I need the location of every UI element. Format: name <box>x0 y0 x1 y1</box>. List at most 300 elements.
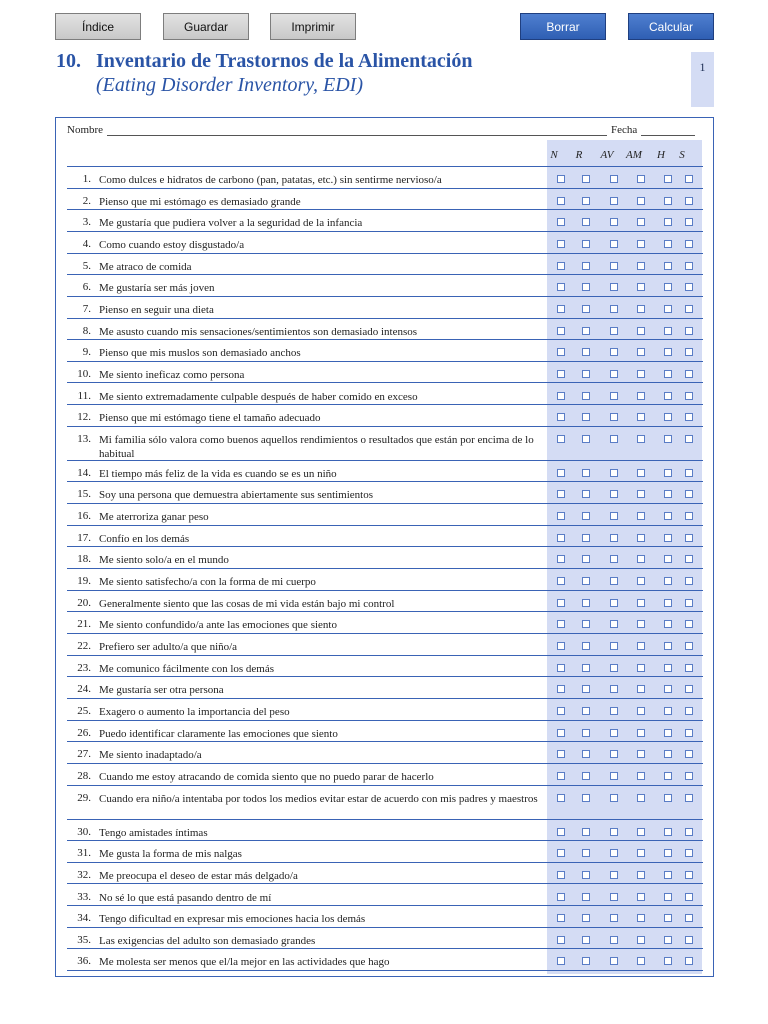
answer-checkbox[interactable] <box>557 218 565 226</box>
answer-checkbox[interactable] <box>637 262 645 270</box>
answer-checkbox[interactable] <box>557 469 565 477</box>
answer-checkbox[interactable] <box>582 469 590 477</box>
answer-checkbox[interactable] <box>582 262 590 270</box>
question-number: 26. <box>77 726 91 739</box>
answer-checkbox[interactable] <box>637 555 645 563</box>
answer-checkbox[interactable] <box>637 175 645 183</box>
section-number: 10. <box>56 50 81 72</box>
answer-checkbox[interactable] <box>557 828 565 836</box>
answer-checkbox[interactable] <box>685 577 693 585</box>
answer-checkbox[interactable] <box>685 707 693 715</box>
answer-checkbox[interactable] <box>637 469 645 477</box>
answer-checkbox[interactable] <box>664 828 672 836</box>
answer-checkbox[interactable] <box>582 512 590 520</box>
answer-checkbox[interactable] <box>664 555 672 563</box>
answer-checkbox[interactable] <box>685 893 693 901</box>
answer-checkbox[interactable] <box>637 348 645 356</box>
answer-checkbox[interactable] <box>610 240 618 248</box>
borrar-button[interactable]: Borrar <box>520 13 606 40</box>
answer-checkbox[interactable] <box>610 577 618 585</box>
question-number: 17. <box>77 531 91 544</box>
answer-checkbox[interactable] <box>610 435 618 443</box>
question-row <box>67 254 703 276</box>
answer-checkbox[interactable] <box>557 664 565 672</box>
answer-checkbox[interactable] <box>637 685 645 693</box>
answer-checkbox[interactable] <box>582 283 590 291</box>
answer-checkbox[interactable] <box>582 893 590 901</box>
answer-checkbox[interactable] <box>685 413 693 421</box>
question-number: 5. <box>82 259 91 272</box>
answer-checkbox[interactable] <box>637 599 645 607</box>
question-text: Soy una persona que demuestra abiertamente sus sentimientos <box>99 489 374 502</box>
question-row <box>67 405 703 427</box>
answer-checkbox[interactable] <box>637 435 645 443</box>
answer-checkbox[interactable] <box>664 512 672 520</box>
answer-checkbox[interactable] <box>685 936 693 944</box>
answer-checkbox[interactable] <box>637 707 645 715</box>
answer-checkbox[interactable] <box>685 828 693 836</box>
question-row <box>67 569 703 591</box>
answer-checkbox[interactable] <box>637 370 645 378</box>
answer-checkbox[interactable] <box>637 729 645 737</box>
answer-checkbox[interactable] <box>685 262 693 270</box>
answer-checkbox[interactable] <box>610 871 618 879</box>
answer-checkbox[interactable] <box>557 871 565 879</box>
answer-checkbox[interactable] <box>685 348 693 356</box>
answer-checkbox[interactable] <box>685 642 693 650</box>
answer-checkbox[interactable] <box>685 435 693 443</box>
question-text: Me siento ineficaz como persona <box>99 368 245 381</box>
question-row <box>67 885 703 907</box>
answer-checkbox[interactable] <box>664 871 672 879</box>
question-text: Me atraco de comida <box>99 260 192 273</box>
answer-checkbox[interactable] <box>582 620 590 628</box>
answer-checkbox[interactable] <box>637 871 645 879</box>
answer-checkbox[interactable] <box>610 534 618 542</box>
answer-checkbox[interactable] <box>664 794 672 802</box>
question-row <box>67 362 703 384</box>
question-text: Me gusta la forma de mis nalgas <box>99 848 242 861</box>
question-text: No sé lo que está pasando dentro de mí <box>99 891 272 904</box>
answer-checkbox[interactable] <box>664 283 672 291</box>
question-text: Pienso que mi estómago tiene el tamaño adecuado <box>99 412 321 425</box>
answer-checkbox[interactable] <box>557 240 565 248</box>
column-header: AM <box>626 149 642 161</box>
answer-checkbox[interactable] <box>610 936 618 944</box>
answer-checkbox[interactable] <box>557 197 565 205</box>
answer-checkbox[interactable] <box>582 849 590 857</box>
question-row <box>67 591 703 613</box>
page-number: 1 <box>691 52 714 107</box>
answer-checkbox[interactable] <box>685 849 693 857</box>
answer-checkbox[interactable] <box>685 555 693 563</box>
question-number: 1. <box>82 173 91 185</box>
question-number: 11. <box>77 389 91 402</box>
question-row <box>67 275 703 297</box>
answer-checkbox[interactable] <box>610 197 618 205</box>
answer-checkbox[interactable] <box>557 413 565 421</box>
answer-checkbox[interactable] <box>582 555 590 563</box>
answer-checkbox[interactable] <box>664 240 672 248</box>
guardar-button[interactable]: Guardar <box>163 13 249 40</box>
answer-checkbox[interactable] <box>685 512 693 520</box>
answer-checkbox[interactable] <box>582 370 590 378</box>
answer-checkbox[interactable] <box>664 893 672 901</box>
answer-checkbox[interactable] <box>610 642 618 650</box>
answer-checkbox[interactable] <box>610 849 618 857</box>
question-text: Como dulces e hidratos de carbono (pan, patatas, etc.) sin sentirme nervioso/a <box>99 174 442 186</box>
answer-checkbox[interactable] <box>582 197 590 205</box>
question-number: 30. <box>77 825 91 838</box>
calcular-button[interactable]: Calcular <box>628 13 714 40</box>
answer-checkbox[interactable] <box>664 370 672 378</box>
answer-checkbox[interactable] <box>610 555 618 563</box>
question-text: Me siento extremadamente culpable después de haber comido en exceso <box>99 390 418 403</box>
answer-checkbox[interactable] <box>637 750 645 758</box>
answer-checkbox[interactable] <box>557 750 565 758</box>
answer-checkbox[interactable] <box>664 642 672 650</box>
answer-checkbox[interactable] <box>557 849 565 857</box>
answer-checkbox[interactable] <box>557 599 565 607</box>
answer-checkbox[interactable] <box>610 469 618 477</box>
answer-checkbox[interactable] <box>582 664 590 672</box>
answer-checkbox[interactable] <box>610 729 618 737</box>
answer-checkbox[interactable] <box>582 794 590 802</box>
question-text: Mi familia sólo valora como buenos aquellos rendimientos o resultados que están por encima de lo habitual <box>99 433 534 460</box>
answer-checkbox[interactable] <box>664 327 672 335</box>
answer-checkbox[interactable] <box>557 555 565 563</box>
answer-checkbox[interactable] <box>610 599 618 607</box>
answer-checkbox[interactable] <box>557 772 565 780</box>
answer-checkbox[interactable] <box>610 327 618 335</box>
answer-checkbox[interactable] <box>610 283 618 291</box>
answer-checkbox[interactable] <box>557 348 565 356</box>
answer-checkbox[interactable] <box>557 435 565 443</box>
question-text: Puedo identificar claramente las emociones que siento <box>99 727 338 740</box>
question-text: Me comunico fácilmente con los demás <box>99 662 275 675</box>
answer-checkbox[interactable] <box>664 392 672 400</box>
answer-checkbox[interactable] <box>610 413 618 421</box>
answer-checkbox[interactable] <box>685 305 693 313</box>
answer-checkbox[interactable] <box>637 490 645 498</box>
answer-checkbox[interactable] <box>664 262 672 270</box>
answer-checkbox[interactable] <box>685 794 693 802</box>
question-row <box>67 786 703 820</box>
answer-checkbox[interactable] <box>664 490 672 498</box>
answer-checkbox[interactable] <box>610 914 618 922</box>
answer-checkbox[interactable] <box>557 620 565 628</box>
answer-checkbox[interactable] <box>557 490 565 498</box>
answer-checkbox[interactable] <box>582 599 590 607</box>
answer-checkbox[interactable] <box>610 512 618 520</box>
question-row <box>67 340 703 362</box>
answer-checkbox[interactable] <box>664 772 672 780</box>
answer-checkbox[interactable] <box>610 772 618 780</box>
answer-checkbox[interactable] <box>685 283 693 291</box>
answer-checkbox[interactable] <box>685 490 693 498</box>
answer-checkbox[interactable] <box>582 490 590 498</box>
answer-checkbox[interactable] <box>610 664 618 672</box>
question-row <box>67 189 703 211</box>
question-number: 22. <box>77 640 91 652</box>
answer-checkbox[interactable] <box>557 175 565 183</box>
answer-checkbox[interactable] <box>582 642 590 650</box>
answer-checkbox[interactable] <box>610 262 618 270</box>
question-text: Cuando me estoy atracando de comida siento que no puedo parar de hacerlo <box>99 770 434 783</box>
answer-checkbox[interactable] <box>582 936 590 944</box>
answer-checkbox[interactable] <box>610 370 618 378</box>
page-title: Inventario de Trastornos de la Alimentación <box>96 50 473 72</box>
answer-checkbox[interactable] <box>582 685 590 693</box>
question-row <box>67 232 703 254</box>
answer-checkbox[interactable] <box>637 936 645 944</box>
answer-checkbox[interactable] <box>557 642 565 650</box>
answer-checkbox[interactable] <box>664 707 672 715</box>
answer-checkbox[interactable] <box>557 794 565 802</box>
question-row <box>67 612 703 634</box>
question-text: Me preocupa el deseo de estar más delgado/a <box>99 869 298 882</box>
answer-checkbox[interactable] <box>685 534 693 542</box>
answer-checkbox[interactable] <box>582 218 590 226</box>
question-number: 33. <box>77 890 91 903</box>
answer-checkbox[interactable] <box>685 175 693 183</box>
answer-checkbox[interactable] <box>582 240 590 248</box>
answer-checkbox[interactable] <box>557 262 565 270</box>
question-row <box>67 949 703 971</box>
question-number: 9. <box>82 346 91 359</box>
answer-checkbox[interactable] <box>582 305 590 313</box>
answer-checkbox[interactable] <box>610 707 618 715</box>
answer-checkbox[interactable] <box>582 957 590 965</box>
answer-checkbox[interactable] <box>557 305 565 313</box>
question-row <box>67 526 703 548</box>
answer-checkbox[interactable] <box>664 620 672 628</box>
question-number: 25. <box>77 704 91 717</box>
answer-checkbox[interactable] <box>664 599 672 607</box>
question-number: 20. <box>77 596 91 609</box>
answer-checkbox[interactable] <box>557 534 565 542</box>
question-number: 36. <box>77 955 91 968</box>
answer-checkbox[interactable] <box>610 348 618 356</box>
question-text: Me asusto cuando mis sensaciones/sentimientos son demasiado intensos <box>99 325 418 338</box>
answer-checkbox[interactable] <box>664 750 672 758</box>
answer-checkbox[interactable] <box>664 305 672 313</box>
answer-checkbox[interactable] <box>685 664 693 672</box>
answer-checkbox[interactable] <box>685 370 693 378</box>
answer-checkbox[interactable] <box>637 197 645 205</box>
answer-checkbox[interactable] <box>637 240 645 248</box>
answer-checkbox[interactable] <box>582 435 590 443</box>
question-number: 3. <box>82 216 91 229</box>
answer-checkbox[interactable] <box>610 957 618 965</box>
question-number: 12. <box>77 411 91 424</box>
answer-checkbox[interactable] <box>557 893 565 901</box>
question-text: Generalmente siento que las cosas de mi vida están bajo mi control <box>99 597 395 610</box>
answer-checkbox[interactable] <box>610 685 618 693</box>
answer-checkbox[interactable] <box>685 772 693 780</box>
answer-checkbox[interactable] <box>582 750 590 758</box>
question-row <box>67 820 703 842</box>
answer-checkbox[interactable] <box>637 914 645 922</box>
answer-checkbox[interactable] <box>685 957 693 965</box>
answer-checkbox[interactable] <box>664 197 672 205</box>
answer-checkbox[interactable] <box>557 707 565 715</box>
question-number: 13. <box>77 432 91 445</box>
answer-checkbox[interactable] <box>637 642 645 650</box>
answer-checkbox[interactable] <box>685 620 693 628</box>
question-row <box>67 863 703 885</box>
answer-checkbox[interactable] <box>557 512 565 520</box>
answer-checkbox[interactable] <box>610 794 618 802</box>
answer-checkbox[interactable] <box>637 849 645 857</box>
question-row <box>67 210 703 232</box>
question-row <box>67 461 703 483</box>
question-number: 21. <box>77 618 91 631</box>
answer-checkbox[interactable] <box>582 534 590 542</box>
answer-checkbox[interactable] <box>582 772 590 780</box>
answer-checkbox[interactable] <box>610 893 618 901</box>
answer-checkbox[interactable] <box>582 577 590 585</box>
answer-checkbox[interactable] <box>664 957 672 965</box>
name-label: Nombre <box>67 124 104 136</box>
answer-checkbox[interactable] <box>664 218 672 226</box>
answer-checkbox[interactable] <box>557 957 565 965</box>
answer-checkbox[interactable] <box>664 348 672 356</box>
page-subtitle: (Eating Disorder Inventory, EDI) <box>96 74 363 96</box>
answer-checkbox[interactable] <box>582 348 590 356</box>
answer-checkbox[interactable] <box>664 685 672 693</box>
answer-checkbox[interactable] <box>637 664 645 672</box>
question-number: 4. <box>82 237 91 250</box>
imprimir-button[interactable]: Imprimir <box>270 13 356 40</box>
answer-checkbox[interactable] <box>637 772 645 780</box>
answer-checkbox[interactable] <box>685 750 693 758</box>
answer-checkbox[interactable] <box>685 469 693 477</box>
answer-checkbox[interactable] <box>557 370 565 378</box>
answer-checkbox[interactable] <box>685 599 693 607</box>
question-text: Exagero o aumento la importancia del peso <box>99 705 290 718</box>
answer-checkbox[interactable] <box>582 729 590 737</box>
answer-checkbox[interactable] <box>685 914 693 922</box>
question-text: Las exigencias del adulto son demasiado grandes <box>99 934 316 947</box>
question-text: Cuando era niño/a intentaba por todos los medios evitar estar de acuerdo con mis padres y maestros <box>99 792 538 805</box>
answer-checkbox[interactable] <box>582 175 590 183</box>
question-text: Me gustaría ser más joven <box>99 282 215 295</box>
answer-checkbox[interactable] <box>637 893 645 901</box>
answer-checkbox[interactable] <box>610 490 618 498</box>
answer-checkbox[interactable] <box>557 914 565 922</box>
answer-checkbox[interactable] <box>685 729 693 737</box>
question-number: 6. <box>82 281 91 294</box>
answer-checkbox[interactable] <box>557 577 565 585</box>
answer-checkbox[interactable] <box>637 392 645 400</box>
question-number: 29. <box>77 791 91 804</box>
answer-checkbox[interactable] <box>610 392 618 400</box>
answer-checkbox[interactable] <box>664 435 672 443</box>
answer-checkbox[interactable] <box>610 218 618 226</box>
answer-checkbox[interactable] <box>582 871 590 879</box>
answer-checkbox[interactable] <box>557 327 565 335</box>
answer-checkbox[interactable] <box>664 664 672 672</box>
answer-checkbox[interactable] <box>557 392 565 400</box>
answer-checkbox[interactable] <box>637 794 645 802</box>
question-text: Me siento solo/a en el mundo <box>99 554 229 567</box>
answer-checkbox[interactable] <box>557 283 565 291</box>
answer-checkbox[interactable] <box>582 914 590 922</box>
answer-checkbox[interactable] <box>685 197 693 205</box>
answer-checkbox[interactable] <box>664 175 672 183</box>
answer-checkbox[interactable] <box>685 871 693 879</box>
answer-checkbox[interactable] <box>637 534 645 542</box>
answer-checkbox[interactable] <box>637 305 645 313</box>
answer-checkbox[interactable] <box>637 413 645 421</box>
question-text: Pienso en seguir una dieta <box>99 303 214 316</box>
answer-checkbox[interactable] <box>685 240 693 248</box>
answer-checkbox[interactable] <box>664 936 672 944</box>
answer-checkbox[interactable] <box>637 512 645 520</box>
answer-checkbox[interactable] <box>610 305 618 313</box>
question-text: Me siento inadaptado/a <box>99 749 202 762</box>
question-number: 31. <box>77 847 91 860</box>
answer-checkbox[interactable] <box>610 175 618 183</box>
answer-checkbox[interactable] <box>664 534 672 542</box>
answer-checkbox[interactable] <box>664 577 672 585</box>
answer-checkbox[interactable] <box>637 828 645 836</box>
answer-checkbox[interactable] <box>664 914 672 922</box>
question-number: 24. <box>77 683 91 696</box>
answer-checkbox[interactable] <box>637 327 645 335</box>
column-header: H <box>657 149 665 161</box>
answer-checkbox[interactable] <box>557 936 565 944</box>
question-row <box>67 742 703 764</box>
question-row <box>67 699 703 721</box>
indice-button[interactable]: Índice <box>55 13 141 40</box>
answer-checkbox[interactable] <box>637 218 645 226</box>
answer-checkbox[interactable] <box>610 750 618 758</box>
answer-checkbox[interactable] <box>664 469 672 477</box>
answer-checkbox[interactable] <box>664 849 672 857</box>
answer-checkbox[interactable] <box>582 392 590 400</box>
question-number: 27. <box>77 748 91 761</box>
question-row <box>67 721 703 743</box>
answer-checkbox[interactable] <box>685 392 693 400</box>
answer-checkbox[interactable] <box>637 957 645 965</box>
answer-checkbox[interactable] <box>685 327 693 335</box>
answer-checkbox[interactable] <box>637 283 645 291</box>
question-row <box>67 384 703 406</box>
answer-checkbox[interactable] <box>582 828 590 836</box>
answer-checkbox[interactable] <box>664 729 672 737</box>
answer-checkbox[interactable] <box>637 620 645 628</box>
answer-checkbox[interactable] <box>610 828 618 836</box>
name-field[interactable] <box>107 125 607 136</box>
question-number: 35. <box>77 933 91 946</box>
question-row <box>67 656 703 678</box>
answer-checkbox[interactable] <box>557 729 565 737</box>
date-field[interactable] <box>641 125 695 136</box>
answer-checkbox[interactable] <box>685 218 693 226</box>
answer-checkbox[interactable] <box>582 327 590 335</box>
question-row <box>67 319 703 341</box>
answer-checkbox[interactable] <box>610 620 618 628</box>
answer-checkbox[interactable] <box>685 685 693 693</box>
answer-checkbox[interactable] <box>664 413 672 421</box>
answer-checkbox[interactable] <box>637 577 645 585</box>
answer-checkbox[interactable] <box>582 413 590 421</box>
answer-checkbox[interactable] <box>582 707 590 715</box>
question-text: Como cuando estoy disgustado/a <box>99 238 245 251</box>
answer-checkbox[interactable] <box>557 685 565 693</box>
